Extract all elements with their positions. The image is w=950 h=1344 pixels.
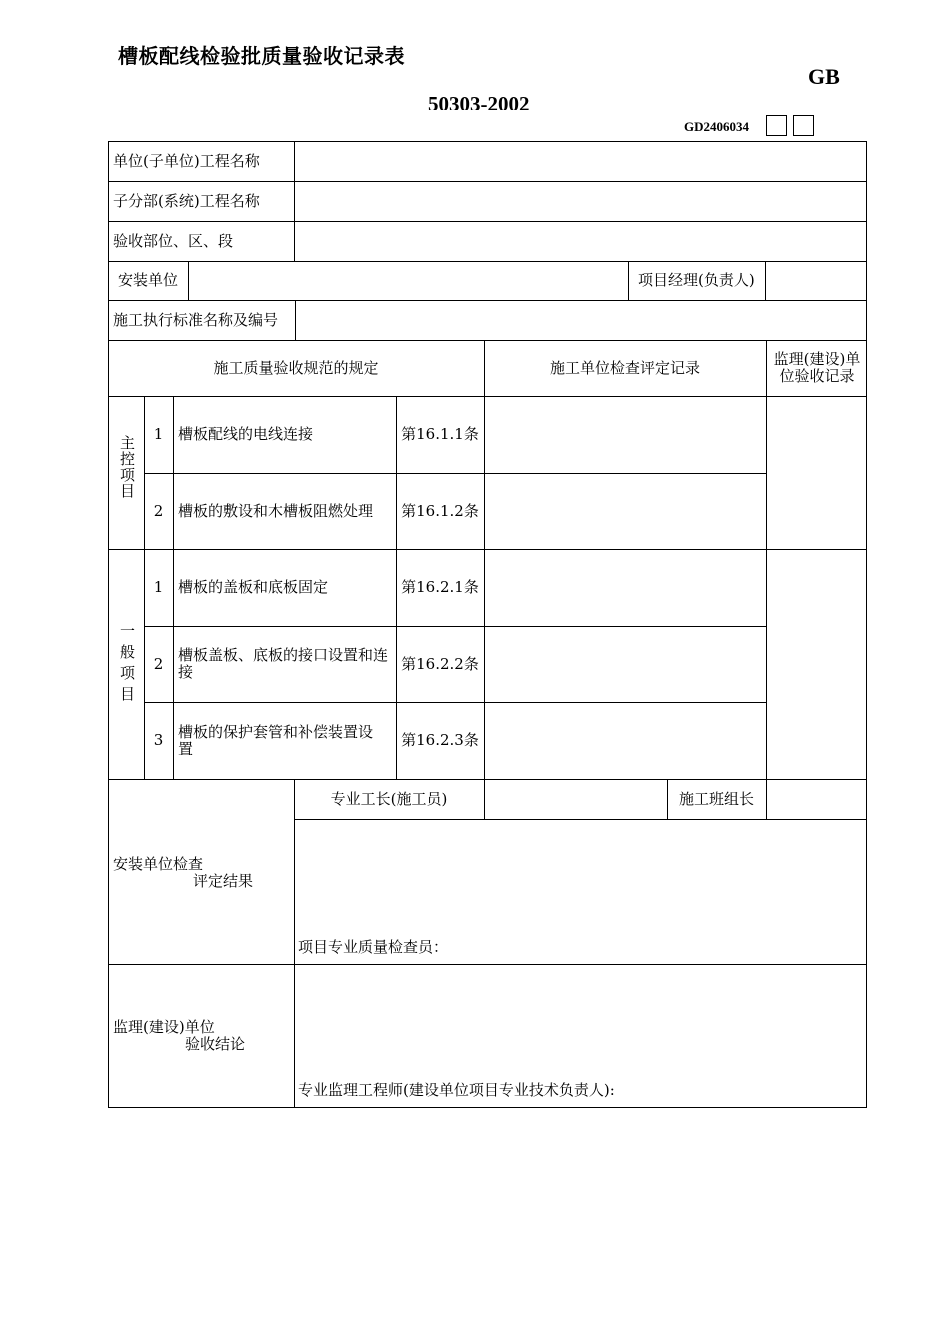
item-number: 1 xyxy=(153,425,164,443)
label-quality-inspector: 项目专业质量检查员： xyxy=(298,938,449,956)
install-result-label xyxy=(113,856,253,890)
standard-name-field[interactable] xyxy=(297,301,864,339)
main-supervision-field[interactable] xyxy=(768,397,865,548)
label-inspection-location: 验收部位、区、段 xyxy=(113,231,234,250)
project-manager-field[interactable] xyxy=(767,262,865,299)
general-supervision-field[interactable] xyxy=(768,550,865,778)
install-result-label-line1: 安装单位检查 xyxy=(113,855,204,873)
supervision-result-label-line1: 监理(建设)单位 xyxy=(113,1018,215,1036)
standard-prefix: GB xyxy=(808,64,840,89)
item-number: 1 xyxy=(153,578,164,596)
item-record-field[interactable] xyxy=(486,627,764,701)
label-unit-project-name: 单位(子单位)工程名称 xyxy=(113,151,260,170)
item-name: 槽板盖板、底板的接口设置和连接 xyxy=(178,646,389,681)
item-number: 2 xyxy=(153,654,164,673)
item-clause: 第16.1.1条 xyxy=(401,425,479,443)
install-result-field[interactable] xyxy=(296,820,864,932)
install-result-label-line2: 评定结果 xyxy=(193,872,254,890)
supervision-result-label-line2: 验收结论 xyxy=(185,1035,246,1053)
group-label-main-control: 主控项目 xyxy=(118,434,136,499)
label-supervision-engineer: 专业监理工程师(建设单位项目专业技术负责人): xyxy=(298,1081,615,1099)
supervision-result-label xyxy=(113,1019,245,1053)
foreman-field[interactable] xyxy=(486,780,666,818)
form-title: 槽板配线检验批质量验收记录表 xyxy=(118,44,405,68)
item-name: 槽板配线的电线连接 xyxy=(178,425,314,443)
supervision-result-field[interactable] xyxy=(296,965,864,1073)
item-record-field[interactable] xyxy=(486,474,764,548)
item-clause: 第16.1.2条 xyxy=(401,501,479,520)
label-standard-name: 施工执行标准名称及编号 xyxy=(113,310,279,329)
item-name: 槽板的敷设和木槽板阻燃处理 xyxy=(178,501,374,520)
item-number: 2 xyxy=(153,501,164,520)
label-foreman: 专业工长(施工员) xyxy=(330,789,448,808)
code-suffix-box-1[interactable] xyxy=(766,115,787,136)
label-install-unit: 安装单位 xyxy=(118,271,179,289)
inspection-location-field[interactable] xyxy=(296,222,864,260)
form-code: GD2406034 xyxy=(684,119,749,134)
header-construction-record: 施工单位检查评定记录 xyxy=(549,358,700,377)
item-name: 槽板的保护套管和补偿装置设置 xyxy=(178,722,374,758)
code-suffix-box-2[interactable] xyxy=(793,115,814,136)
team-leader-field[interactable] xyxy=(768,780,865,818)
item-clause: 第16.2.1条 xyxy=(401,578,479,596)
group-label-general: 一般项目 xyxy=(118,623,136,707)
item-number: 3 xyxy=(153,731,164,749)
header-supervision-record: 监理(建设)单位验收记录 xyxy=(773,350,861,385)
item-name: 槽板的盖板和底板固定 xyxy=(178,578,329,596)
item-record-field[interactable] xyxy=(486,703,764,778)
install-unit-field[interactable] xyxy=(190,262,626,299)
sub-project-name-field[interactable] xyxy=(296,182,864,220)
item-record-field[interactable] xyxy=(486,397,764,472)
label-sub-project-name: 子分部(系统)工程名称 xyxy=(113,191,260,210)
label-project-manager: 项目经理(负责人) xyxy=(638,271,755,289)
item-clause: 第16.2.2条 xyxy=(401,654,479,673)
standard-number: 50303-2002 xyxy=(428,92,530,110)
item-record-field[interactable] xyxy=(486,550,764,625)
item-clause: 第16.2.3条 xyxy=(401,731,479,749)
header-spec: 施工质量验收规范的规定 xyxy=(213,358,379,377)
unit-project-name-field[interactable] xyxy=(296,142,864,180)
label-team-leader: 施工班组长 xyxy=(678,789,754,808)
